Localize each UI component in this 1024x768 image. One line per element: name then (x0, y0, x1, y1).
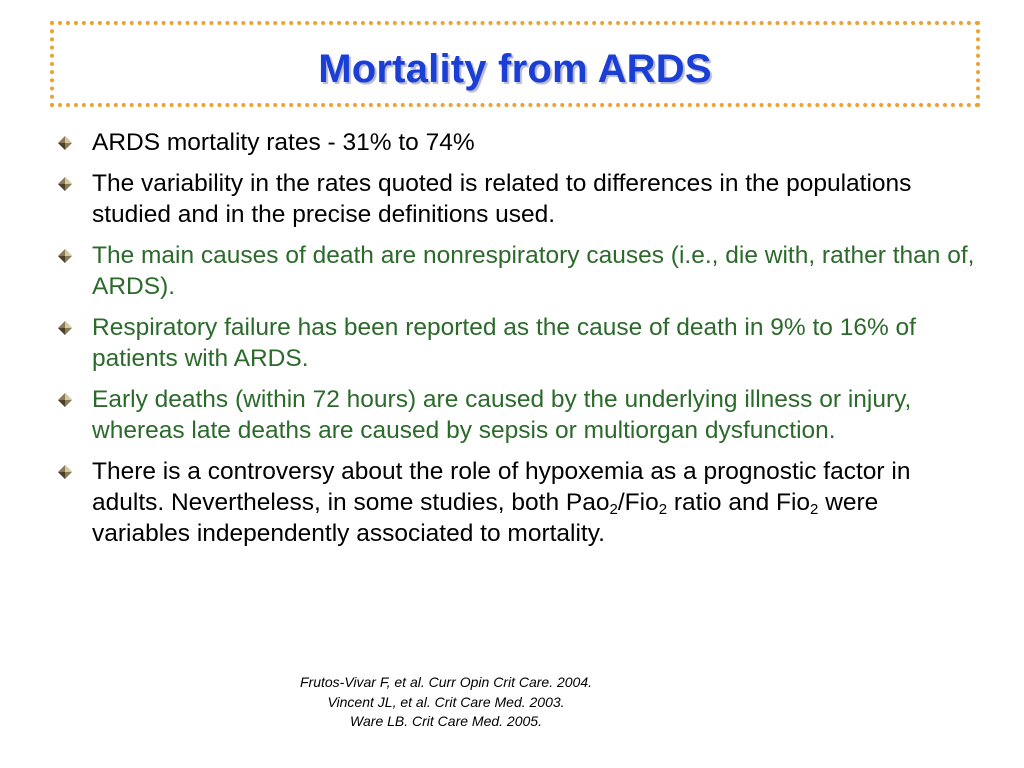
diamond-bullet-icon (58, 465, 72, 479)
reference-line: Vincent JL, et al. Crit Care Med. 2003. (327, 693, 565, 710)
text-segment: ratio and Fio (667, 489, 811, 516)
slide-title: Mortality from ARDS (318, 47, 712, 91)
text-segment: /Fio (617, 489, 659, 516)
reference-line: Frutos-Vivar F, et al. Curr Opin Crit Care. 2004. (299, 674, 593, 690)
bullet-text: The variability in the rates quoted is related to differences in the populations studied and in the precise definitions used. (92, 170, 912, 228)
bullet-list (58, 127, 978, 559)
bullet-text: Early deaths (within 72 hours) are caused by the underlying illness or injury, whereas late deaths are caused by sepsis or multiorgan dysfunction. (92, 386, 912, 444)
title-box (50, 21, 980, 107)
reference-line: Ware LB. Crit Care Med. 2005. (350, 713, 542, 729)
bullet-item (58, 456, 978, 549)
bullet-text (92, 458, 910, 547)
diamond-bullet-icon (58, 321, 72, 335)
bullet-item (58, 127, 978, 158)
diamond-bullet-icon (58, 249, 72, 263)
bullet-item (58, 168, 978, 230)
subscript: 2 (810, 501, 819, 518)
references (200, 673, 692, 732)
bullet-text: Respiratory failure has been reported as the cause of death in 9% to 16% of patients with ARDS. (92, 314, 916, 372)
bullet-item (58, 312, 978, 374)
diamond-bullet-icon (58, 177, 72, 191)
diamond-bullet-icon (58, 393, 72, 407)
bullet-item (58, 240, 978, 302)
diamond-bullet-icon (58, 136, 72, 150)
subscript: 2 (609, 501, 618, 518)
text-segment: were variables independently associated to mortality. (92, 489, 879, 547)
bullet-text: The main causes of death are nonrespiratory causes (i.e., die with, rather than of, ARDS). (92, 242, 975, 300)
bullet-item (58, 384, 978, 446)
subscript: 2 (658, 501, 668, 518)
text-segment: There is a controversy about the role of hypoxemia as a prognostic factor in adults. Nevertheless, in some studies, both Pao (92, 458, 911, 516)
bullet-text: ARDS mortality rates - 31% to 74% (92, 129, 475, 156)
